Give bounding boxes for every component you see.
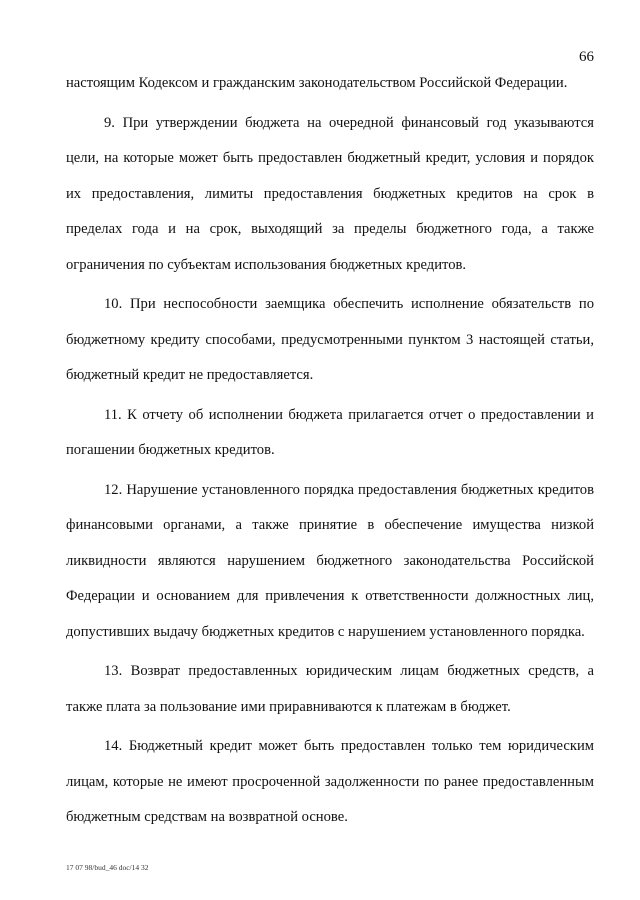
continuation-text: настоящим Кодексом и гражданским законодательством Российской Федерации. <box>66 75 568 91</box>
paragraph-11: 11. К отчету об исполнении бюджета прилагается отчет о предоставлении и погашении бюджетных кредитов. <box>66 406 594 458</box>
paragraph-13: 13. Возврат предоставленных юридическим лицам бюджетных средств, а также плата за пользование ими приравниваются к платежам в бюджет. <box>66 663 594 715</box>
page-number: 66 <box>579 49 594 65</box>
paragraph-9: 9. При утверждении бюджета на очередной финансовый год указываются цели, на которые может быть предоставлен бюджетный кредит, условия и порядок их предоставления, лимиты предоставления бюджетных кредитов на срок в пределах года и на срок, выходящий за пределы бюджетного года, а также ограничения по субъектам использования бюджетных кредитов. <box>66 114 594 273</box>
paragraph-12: 12. Нарушение установленного порядка предоставления бюджетных кредитов финансовыми органами, а также принятие в обеспечение имущества низкой ликвидности являются нарушением бюджетного законодательства Российской Федерации и основанием для привлечения к ответственности должностных лиц, допустивших выдачу бюджетных кредитов с нарушением установленного порядка. <box>66 481 594 640</box>
document-footer-code: 17 07 98/bud_46 doc/14 32 <box>66 863 149 872</box>
paragraph-14: 14. Бюджетный кредит может быть предоставлен только тем юридическим лицам, которые не имеют просроченной задолженности по ранее предоставленным бюджетным средствам на возвратной основе. <box>66 738 594 825</box>
paragraph-10: 10. При неспособности заемщика обеспечить исполнение обязательств по бюджетному кредиту способами, предусмотренными пунктом 3 настоящей статьи, бюджетный кредит не предоставляется. <box>66 296 594 383</box>
document-body <box>66 66 594 836</box>
